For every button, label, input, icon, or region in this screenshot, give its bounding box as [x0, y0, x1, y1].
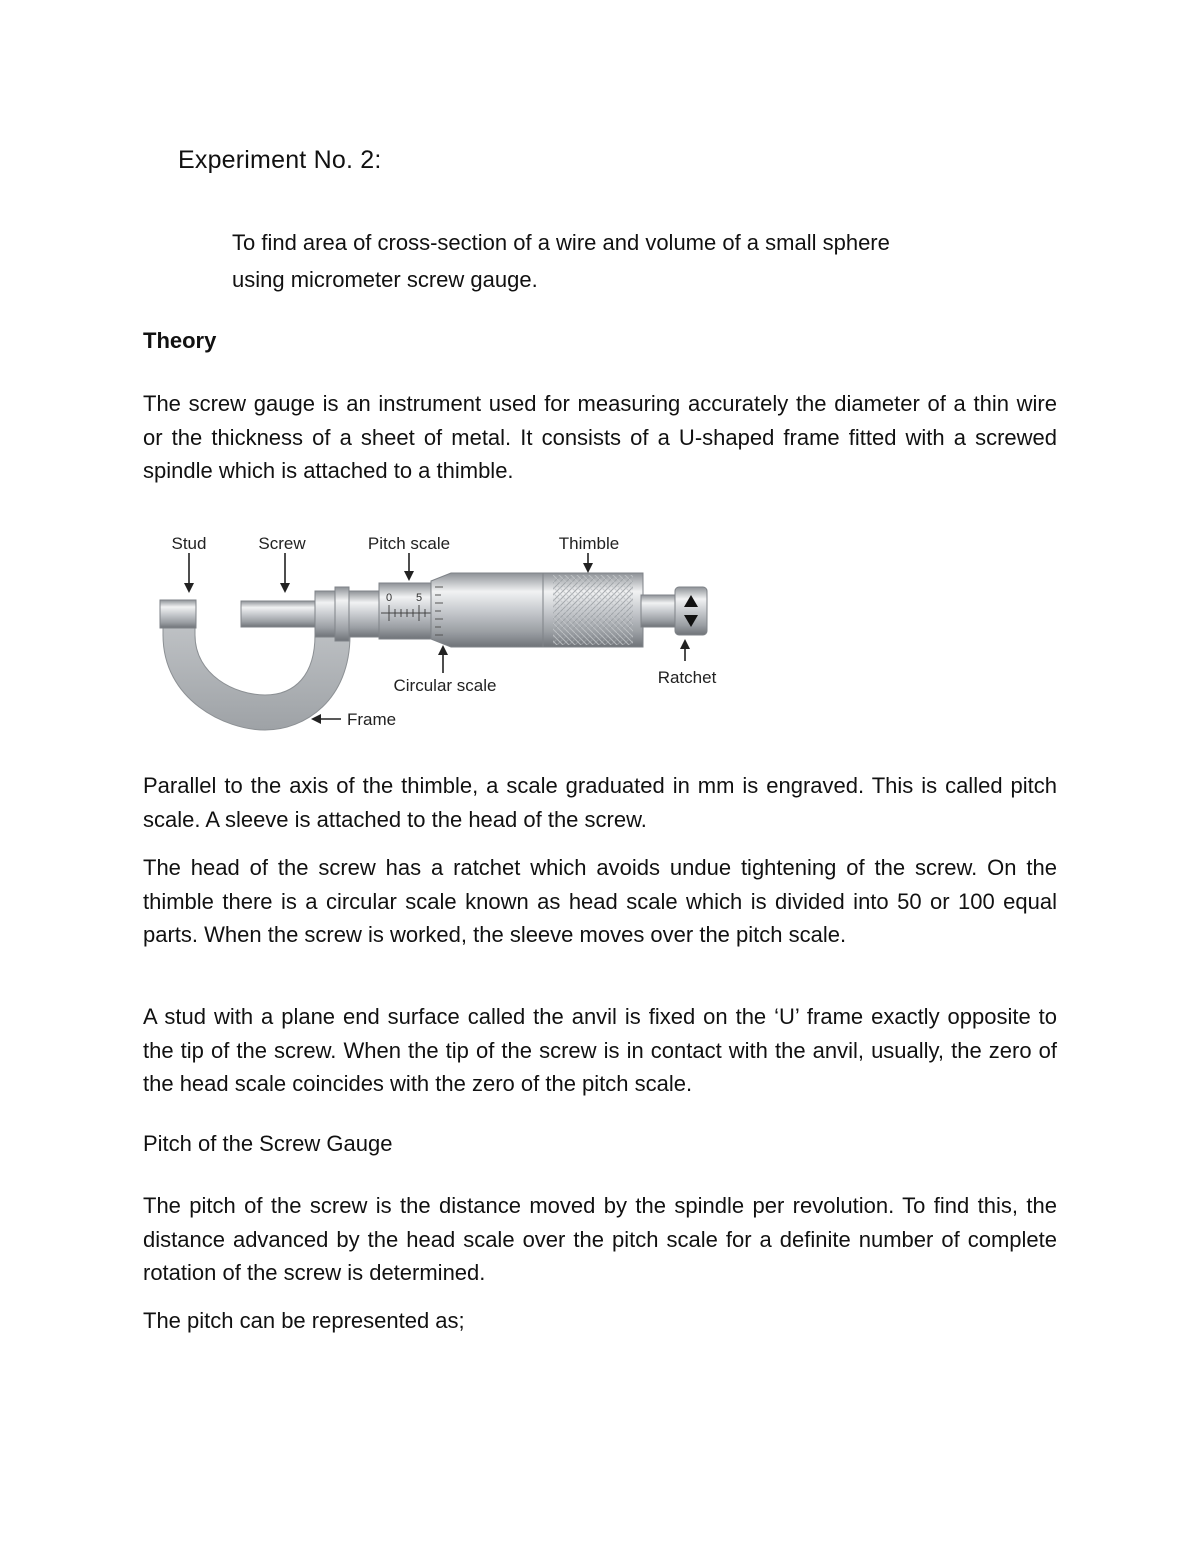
label-frame: Frame [347, 710, 397, 729]
screw-spindle-shape [241, 601, 317, 627]
aim-line-1: To find area of cross-section of a wire and volume of a small sphere [232, 230, 890, 255]
aim-line-2: using micrometer screw gauge. [232, 267, 538, 292]
screw-gauge-figure [155, 525, 735, 745]
anvil-paragraph: A stud with a plane end surface called the anvil is fixed on the ‘U’ frame exactly opposite to the tip of the screw. When the tip of the screw is in contact with the anvil, usually, the zero of the head scale coincides with the zero of the pitch scale. [143, 1004, 1057, 1096]
pitch-paragraph: The pitch of the screw is the distance moved by the spindle per revolution. To find this, the distance advanced by the head scale over the pitch scale for a definite number of complete rotation of the screw is determined. [143, 1193, 1057, 1285]
stud-anvil-shape [160, 600, 196, 628]
pitch-scale-mark-5: 5 [415, 592, 423, 604]
ratchet-neck-shape [641, 595, 677, 627]
label-ratchet: Ratchet [657, 668, 717, 687]
ratchet-cap-shape [675, 587, 707, 635]
label-circular-scale: Circular scale [393, 676, 497, 695]
label-stud: Stud [171, 534, 207, 553]
ratchet-paragraph: The head of the screw has a ratchet which avoids undue tightening of the screw. On the thimble there is a circular scale known as head scale which is divided into 50 or 100 equal parts. When the screw is worked, the sleeve moves over the pitch scale. [143, 855, 1057, 947]
pitch-scale-paragraph: Parallel to the axis of the thimble, a scale graduated in mm is engraved. This is called pitch scale. A sleeve is attached to the head of the screw. [143, 773, 1057, 832]
pitch-heading: Pitch of the Screw Gauge [143, 1131, 393, 1156]
label-screw: Screw [258, 534, 306, 553]
pitch-representation-text: The pitch can be represented as; [143, 1308, 465, 1333]
theory-heading: Theory [143, 328, 217, 353]
label-pitch-scale: Pitch scale [367, 534, 451, 553]
experiment-title: Experiment No. 2: [178, 146, 382, 174]
pitch-scale-mark-0: 0 [385, 592, 393, 604]
thimble-taper-shape [431, 573, 545, 647]
screw-gauge-diagram [155, 525, 735, 745]
label-thimble: Thimble [558, 534, 620, 553]
experiment-aim [232, 224, 1032, 298]
theory-paragraph: The screw gauge is an instrument used for measuring accurately the diameter of a thin wire or the thickness of a sheet of metal. It consists of a U-shaped frame fitted with a screwed spindle which is attached to a thimble. [143, 391, 1057, 483]
